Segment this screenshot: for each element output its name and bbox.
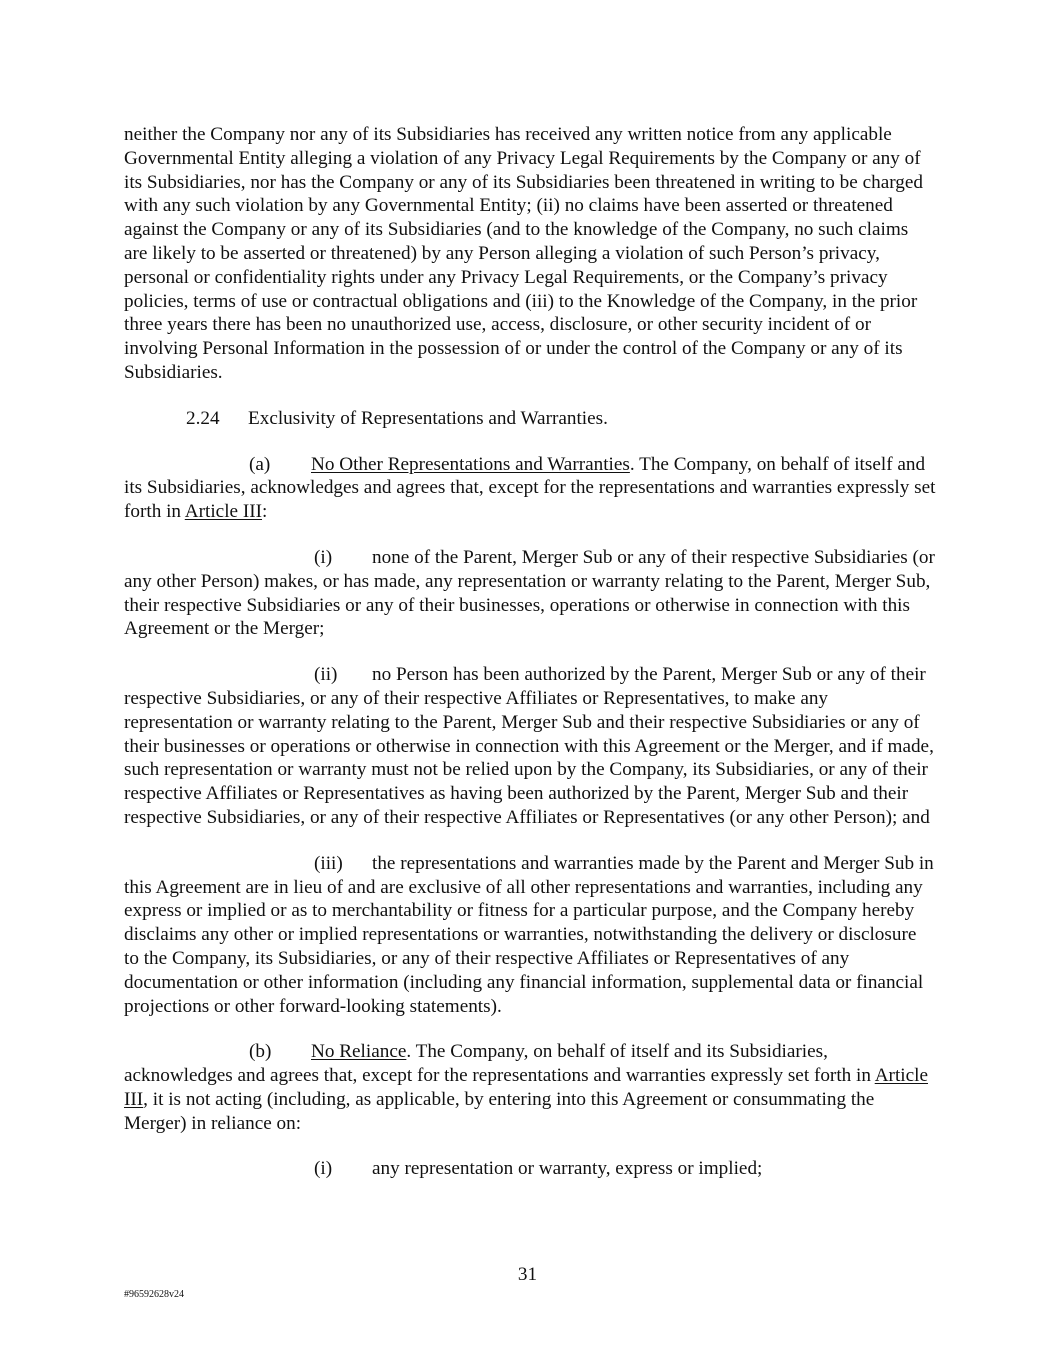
clause-a-iii xyxy=(124,852,936,1019)
subsection-a-heading: No Other Representations and Warranties xyxy=(311,453,630,475)
clause-text: none of the Parent, Merger Sub or any of their respective Subsidiaries (or any other Person) makes, or has made, any representation or warranty relating to the Parent, Merger Sub, their respective Subsidiaries or any of their businesses, operations or otherwise in connection with this Agreement or the Merger; xyxy=(124,546,935,640)
subsection-b-text-end: , it is not acting (including, as applicable, by entering into this Agreement or consummating the Merger) in reliance on: xyxy=(124,1088,875,1134)
article-iii-reference: Article III xyxy=(184,501,263,523)
continuation-paragraph: neither the Company nor any of its Subsidiaries has received any written notice from any applicable Governmental Entity alleging a violation of any Privacy Legal Requirements by the Company or any of its Subsidiaries, nor has the Company or any of its Subsidiaries been threatened in writing to be charged with any such violation by any Governmental Entity; (ii) no claims have been asserted or threatened against the Company or any of its Subsidiaries (and to the knowledge of the Company, no such claims are likely to be asserted or threatened) by any Person alleging a violation of such Person’s privacy, personal or confidentiality rights under any Privacy Legal Requirements, or the Company’s privacy policies, terms of use or contractual obligations and (iii) to the Knowledge of the Company, in the prior three years there has been no unauthorized use, access, disclosure, or other security incident of or involving Personal Information in the possession of or under the control of the Company or any of its Subsidiaries. xyxy=(124,124,923,383)
section-title: Exclusivity of Representations and Warranties. xyxy=(248,407,608,429)
subsection-b-label: (b) xyxy=(249,1041,272,1063)
clause-a-i xyxy=(124,546,936,641)
clause-label: (i) xyxy=(314,1158,333,1180)
clause-label: (ii) xyxy=(314,664,338,686)
section-heading xyxy=(124,407,936,431)
clause-label: (iii) xyxy=(314,852,343,874)
document-id: #96592628v24 xyxy=(124,1289,184,1300)
subsection-a xyxy=(124,453,936,524)
section-number: 2.24 xyxy=(186,407,220,429)
clause-text: the representations and warranties made by the Parent and Merger Sub in this Agreement are in lieu of and are exclusive of all other representations and warranties, including any express or implied or as to merchantability or fitness for a particular purpose, and the Company hereby disclaims any other or implied representations or warranties, notwithstanding the delivery or disclosure to the Company, its Subsidiaries, or any of their respective Affiliates or Representatives of any documentation or other information (including any financial information, supplemental data or financial projections or other forward-looking statements). xyxy=(124,852,934,1017)
document-body xyxy=(124,123,936,1203)
clause-text: any representation or warranty, express or implied; xyxy=(372,1158,763,1180)
clause-b-i xyxy=(124,1157,936,1181)
subsection-a-text: . The Company, on behalf of itself and its Subsidiaries, acknowledges and agrees that, except for the representations and warranties expressly set forth in xyxy=(124,453,936,523)
subsection-a-label: (a) xyxy=(249,453,271,475)
article-iii-reference: Article III xyxy=(124,1065,928,1110)
subsection-b-heading: No Reliance xyxy=(311,1041,407,1063)
subsection-a-text-end: : xyxy=(262,501,268,523)
clause-a-ii xyxy=(124,663,936,830)
clause-text: no Person has been authorized by the Parent, Merger Sub or any of their respective Subsidiaries, or any of their respective Affiliates or Representatives, to make any representation or warranty relating to the Parent, Merger Sub and their respective Subsidiaries or any of their businesses or operations or otherwise in connection with this Agreement or the Merger, and if made, such representation or warranty must not be relied upon by the Company, its Subsidiaries, or any of their respective Affiliates or Representatives as having been authorized by the Parent, Merger Sub and their respective Subsidiaries, or any of their respective Affiliates or Representatives (or any other Person); and xyxy=(124,664,934,828)
clause-label: (i) xyxy=(314,546,333,568)
subsection-b-text: . The Company, on behalf of itself and its Subsidiaries, acknowledges and agrees that, except for the representations and warranties expressly set forth in xyxy=(124,1041,875,1087)
subsection-b xyxy=(124,1040,936,1135)
page-number: 31 xyxy=(517,1264,538,1285)
